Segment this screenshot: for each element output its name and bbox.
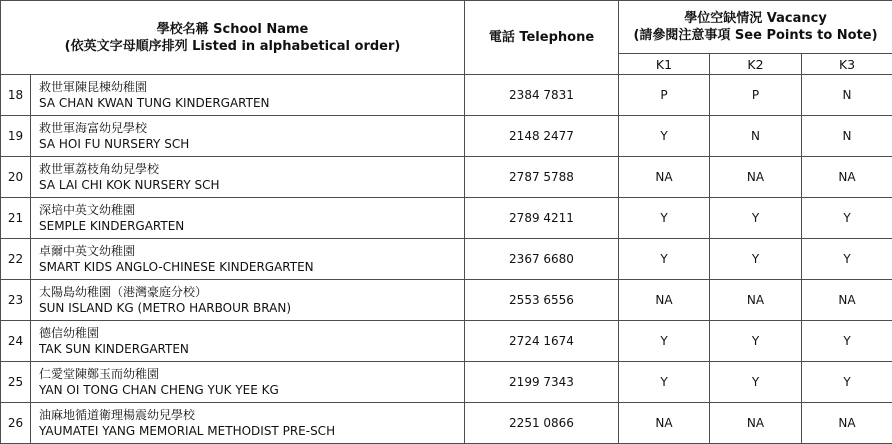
k3-cell: Y <box>802 239 892 280</box>
k2-cell: Y <box>710 239 802 280</box>
school-name-en: SA CHAN KWAN TUNG KINDERGARTEN <box>39 96 270 110</box>
row-number: 19 <box>1 116 31 157</box>
header-row <box>1 1 892 54</box>
school-name-en: SEMPLE KINDERGARTEN <box>39 219 185 233</box>
row-number: 23 <box>1 280 31 321</box>
k3-header: K3 <box>802 54 892 75</box>
table-row <box>1 75 892 116</box>
table-row <box>1 157 892 198</box>
school-name-cell <box>31 403 465 444</box>
table-row <box>1 116 892 157</box>
school-name-zh: 油麻地循道衛理楊震幼兒學校 <box>39 408 196 422</box>
school-name-header-sub: (依英文字母順序排列 Listed in alphabetical order) <box>64 38 401 54</box>
school-name-en: SA HOI FU NURSERY SCH <box>39 137 190 151</box>
table-row <box>1 321 892 362</box>
telephone-cell: 2199 7343 <box>465 362 619 403</box>
k3-cell: N <box>802 75 892 116</box>
school-name-cell <box>31 362 465 403</box>
school-name-en: SUN ISLAND KG (METRO HARBOUR BRAN) <box>39 301 291 315</box>
k1-cell: Y <box>619 362 710 403</box>
school-name-zh: 救世軍陳昆棟幼稚園 <box>39 80 148 94</box>
school-name-zh: 救世軍荔枝角幼兒學校 <box>39 162 160 176</box>
vacancy-header-title: 學位空缺情況 Vacancy <box>684 11 827 26</box>
telephone-header: 電話 Telephone <box>465 1 619 75</box>
school-name-cell <box>31 116 465 157</box>
school-name-cell <box>31 321 465 362</box>
k1-cell: NA <box>619 403 710 444</box>
telephone-cell: 2724 1674 <box>465 321 619 362</box>
school-name-en: SA LAI CHI KOK NURSERY SCH <box>39 178 220 192</box>
telephone-cell: 2789 4211 <box>465 198 619 239</box>
k2-header: K2 <box>710 54 802 75</box>
school-name-header <box>1 1 465 75</box>
school-name-en: TAK SUN KINDERGARTEN <box>39 342 189 356</box>
row-number: 22 <box>1 239 31 280</box>
row-number: 21 <box>1 198 31 239</box>
telephone-cell: 2367 6680 <box>465 239 619 280</box>
k1-cell: P <box>619 75 710 116</box>
row-number: 20 <box>1 157 31 198</box>
telephone-cell: 2384 7831 <box>465 75 619 116</box>
k2-cell: NA <box>710 157 802 198</box>
school-name-en: SMART KIDS ANGLO-CHINESE KINDERGARTEN <box>39 260 314 274</box>
school-name-zh: 救世軍海富幼兒學校 <box>39 121 148 135</box>
k3-cell: Y <box>802 198 892 239</box>
k1-cell: Y <box>619 198 710 239</box>
k3-cell: NA <box>802 403 892 444</box>
row-number: 26 <box>1 403 31 444</box>
vacancy-header-sub: (請參閱注意事項 See Points to Note) <box>633 28 878 43</box>
k3-cell: NA <box>802 157 892 198</box>
k1-cell: Y <box>619 321 710 362</box>
k1-cell: NA <box>619 280 710 321</box>
k2-cell: P <box>710 75 802 116</box>
k2-cell: Y <box>710 362 802 403</box>
k2-cell: N <box>710 116 802 157</box>
table-row <box>1 239 892 280</box>
table-row <box>1 280 892 321</box>
table-row <box>1 198 892 239</box>
k2-cell: NA <box>710 280 802 321</box>
row-number: 24 <box>1 321 31 362</box>
k1-header: K1 <box>619 54 710 75</box>
telephone-cell: 2553 6556 <box>465 280 619 321</box>
k1-cell: NA <box>619 157 710 198</box>
school-name-cell <box>31 239 465 280</box>
k2-cell: Y <box>710 321 802 362</box>
school-name-cell <box>31 75 465 116</box>
k3-cell: N <box>802 116 892 157</box>
vacancy-header <box>619 1 892 54</box>
table-row <box>1 362 892 403</box>
k2-cell: NA <box>710 403 802 444</box>
school-name-zh: 太陽島幼稚園（港灣豪庭分校） <box>39 285 208 299</box>
telephone-cell: 2148 2477 <box>465 116 619 157</box>
school-name-zh: 卓爾中英文幼稚園 <box>39 244 136 258</box>
k3-cell: Y <box>802 362 892 403</box>
school-name-cell <box>31 280 465 321</box>
school-name-header-title: 學校名稱 School Name <box>156 21 309 37</box>
school-name-cell <box>31 157 465 198</box>
k1-cell: Y <box>619 239 710 280</box>
school-name-en: YAUMATEI YANG MEMORIAL METHODIST PRE-SCH <box>39 424 336 438</box>
school-name-zh: 德信幼稚園 <box>39 326 100 340</box>
school-name-zh: 深培中英文幼稚園 <box>39 203 136 217</box>
table-row <box>1 403 892 444</box>
k3-cell: NA <box>802 280 892 321</box>
k1-cell: Y <box>619 116 710 157</box>
telephone-cell: 2787 5788 <box>465 157 619 198</box>
telephone-cell: 2251 0866 <box>465 403 619 444</box>
k2-cell: Y <box>710 198 802 239</box>
school-name-en: YAN OI TONG CHAN CHENG YUK YEE KG <box>39 383 279 397</box>
row-number: 18 <box>1 75 31 116</box>
school-name-zh: 仁愛堂陳鄭玉而幼稚園 <box>39 367 160 381</box>
row-number: 25 <box>1 362 31 403</box>
school-name-cell <box>31 198 465 239</box>
k3-cell: Y <box>802 321 892 362</box>
